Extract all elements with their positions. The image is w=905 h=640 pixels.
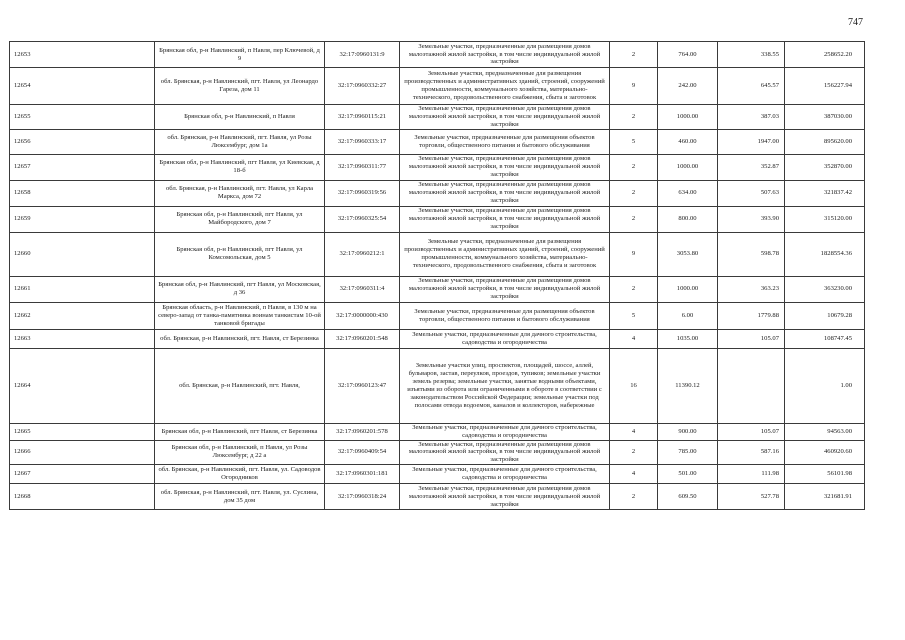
table-row	[10, 302, 865, 329]
address-cell: обл. Брянская, р-н Навлинский, пгт. Навля,	[155, 348, 325, 423]
cadastral-number-cell: 32:17:0960325:54	[325, 206, 400, 232]
land-use-cell: Земельные участки улиц, проспектов, площадей, шоссе, аллей, бульваров, застав, переулков, проездов, тупиков; земельные участки земель резерва; земельные участки, занятые водными объектами, изъятыми из оборота или ограниченными в обороте в соответствии с законодательством Российской Федерации; земельные участки под полосами отвода водоемов, каналов и коллекторов, набережные	[400, 348, 610, 423]
group-cell: 2	[610, 276, 658, 302]
group-cell: 2	[610, 440, 658, 465]
unit-value-cell: 338.55	[718, 42, 785, 68]
unit-value-cell: 111.98	[718, 465, 785, 484]
area-cell: 1035.00	[658, 329, 718, 348]
unit-value-cell: 1947.00	[718, 129, 785, 154]
table-row	[10, 180, 865, 206]
group-cell: 2	[610, 484, 658, 510]
row-number: 12653	[10, 42, 155, 68]
table-row	[10, 129, 865, 154]
address-cell: обл. Брянская, р-н Навлинский, пгт. Навля, ул Леонардо Гареза, дом 11	[155, 68, 325, 105]
area-cell: 1000.00	[658, 154, 718, 180]
group-cell: 2	[610, 154, 658, 180]
cadastral-value-cell: 56101.98	[785, 465, 865, 484]
unit-value-cell: 587.16	[718, 440, 785, 465]
cadastral-value-cell: 895620.00	[785, 129, 865, 154]
table-row	[10, 423, 865, 440]
cadastral-number-cell: 32:17:0000000:430	[325, 302, 400, 329]
land-use-cell: Земельные участки, предназначенные для дачного строительства, садоводства и огородничества	[400, 465, 610, 484]
row-number: 12663	[10, 329, 155, 348]
cadastral-value-cell: 352870.00	[785, 154, 865, 180]
cadastral-number-cell: 32:17:0960201:548	[325, 329, 400, 348]
group-cell: 2	[610, 180, 658, 206]
row-number: 12662	[10, 302, 155, 329]
table-row	[10, 68, 865, 105]
area-cell: 900.00	[658, 423, 718, 440]
land-use-cell: Земельные участки, предназначенные для размещения домов малоэтажной жилой застройки, в том числе индивидуальной жилой застройки	[400, 105, 610, 130]
land-use-cell: Земельные участки, предназначенные для размещения производственных и административных зданий, строений, сооружений промышленности, коммунального хозяйства, материально-технического, продовольственного снабжения, сбыта и заготовок	[400, 68, 610, 105]
table-row	[10, 276, 865, 302]
table-row	[10, 348, 865, 423]
address-cell: Брянская обл, р-н Навлинский, пгт Навля, ул Московская, д 36	[155, 276, 325, 302]
cadastral-value-cell: 321837.42	[785, 180, 865, 206]
group-cell: 5	[610, 129, 658, 154]
group-cell: 2	[610, 206, 658, 232]
address-cell: Брянская обл, р-н Навлинский, п Навля, ул Розы Люксембург, д 22 а	[155, 440, 325, 465]
unit-value-cell: 598.78	[718, 232, 785, 276]
row-number: 12656	[10, 129, 155, 154]
cadastral-number-cell: 32:17:0960409:54	[325, 440, 400, 465]
group-cell: 2	[610, 105, 658, 130]
row-number: 12654	[10, 68, 155, 105]
area-cell: 609.50	[658, 484, 718, 510]
address-cell: обл. Брянская, р-н Навлинский, пгт. Навля, ст Березинка	[155, 329, 325, 348]
row-number: 12665	[10, 423, 155, 440]
land-use-cell: Земельные участки, предназначенные для размещения объектов торговли, общественного питания и бытового обслуживания	[400, 129, 610, 154]
address-cell: обл. Брянская, р-н Навлинский, пгт. Навля, ул Карла Маркса, дом 72	[155, 180, 325, 206]
row-number: 12666	[10, 440, 155, 465]
row-number: 12661	[10, 276, 155, 302]
unit-value-cell: 363.23	[718, 276, 785, 302]
area-cell: 242.00	[658, 68, 718, 105]
unit-value-cell: 352.87	[718, 154, 785, 180]
land-use-cell: Земельные участки, предназначенные для размещения домов малоэтажной жилой застройки, в том числе индивидуальной жилой застройки	[400, 42, 610, 68]
area-cell: 764.00	[658, 42, 718, 68]
row-number: 12658	[10, 180, 155, 206]
cadastral-value-cell: 108747.45	[785, 329, 865, 348]
table-row	[10, 154, 865, 180]
cadastral-number-cell: 32:17:0960212:1	[325, 232, 400, 276]
unit-value-cell: 1779.88	[718, 302, 785, 329]
cadastral-number-cell: 32:17:0960318:24	[325, 484, 400, 510]
unit-value-cell: 393.90	[718, 206, 785, 232]
cadastral-number-cell: 32:17:0960311:77	[325, 154, 400, 180]
unit-value-cell: 507.63	[718, 180, 785, 206]
address-cell: Брянская обл, р-н Навлинский, пгт Навля, ст Березинка	[155, 423, 325, 440]
cadastral-value-cell: 1.00	[785, 348, 865, 423]
land-use-cell: Земельные участки, предназначенные для размещения домов малоэтажной жилой застройки, в том числе индивидуальной жилой застройки	[400, 440, 610, 465]
cadastral-value-cell: 94563.00	[785, 423, 865, 440]
table-row	[10, 105, 865, 130]
cadastral-value-cell: 315120.00	[785, 206, 865, 232]
cadastral-number-cell: 32:17:0960123:47	[325, 348, 400, 423]
area-cell: 800.00	[658, 206, 718, 232]
group-cell: 4	[610, 465, 658, 484]
address-cell: Брянская обл, р-н Навлинский, пгт Навля, ул Комсомольская, дом 5	[155, 232, 325, 276]
group-cell: 4	[610, 423, 658, 440]
row-number: 12668	[10, 484, 155, 510]
group-cell: 9	[610, 68, 658, 105]
table-row	[10, 329, 865, 348]
area-cell: 11390.12	[658, 348, 718, 423]
table-row	[10, 465, 865, 484]
page-number: 747	[848, 17, 863, 28]
table-row	[10, 440, 865, 465]
group-cell: 2	[610, 42, 658, 68]
land-use-cell: Земельные участки, предназначенные для размещения домов малоэтажной жилой застройки, в том числе индивидуальной жилой застройки	[400, 484, 610, 510]
row-number: 12657	[10, 154, 155, 180]
unit-value-cell: 105.07	[718, 329, 785, 348]
unit-value-cell: 527.78	[718, 484, 785, 510]
address-cell: обл. Брянская, р-н Навлинский, пгт. Навля, ул. Садоводов Огородников	[155, 465, 325, 484]
area-cell: 501.00	[658, 465, 718, 484]
area-cell: 6.00	[658, 302, 718, 329]
unit-value-cell	[718, 348, 785, 423]
land-use-cell: Земельные участки, предназначенные для размещения домов малоэтажной жилой застройки, в том числе индивидуальной жилой застройки	[400, 180, 610, 206]
row-number: 12667	[10, 465, 155, 484]
address-cell: Брянская обл, р-н Навлинский, пгт Навля, ул Киевская, д 18-б	[155, 154, 325, 180]
table-row	[10, 206, 865, 232]
land-use-cell: Земельные участки, предназначенные для дачного строительства, садоводства и огородничества	[400, 329, 610, 348]
cadastral-value-cell: 321681.91	[785, 484, 865, 510]
land-use-cell: Земельные участки, предназначенные для дачного строительства, садоводства и огородничества	[400, 423, 610, 440]
cadastral-value-cell: 10679.28	[785, 302, 865, 329]
table-row	[10, 232, 865, 276]
unit-value-cell: 387.03	[718, 105, 785, 130]
land-use-cell: Земельные участки, предназначенные для размещения домов малоэтажной жилой застройки, в том числе индивидуальной жилой застройки	[400, 154, 610, 180]
cadastral-value-cell: 1828554.36	[785, 232, 865, 276]
address-cell: Брянская обл, р-н Навлинский, п Навля	[155, 105, 325, 130]
area-cell: 785.00	[658, 440, 718, 465]
table-row	[10, 42, 865, 68]
address-cell: обл. Брянская, р-н Навлинский, пгт. Навля, ул Розы Люксембург, дом 1а	[155, 129, 325, 154]
cadastral-value-cell: 363230.00	[785, 276, 865, 302]
table-row	[10, 484, 865, 510]
cadastral-number-cell: 32:17:0960319:56	[325, 180, 400, 206]
cadastral-number-cell: 32:17:0960115:21	[325, 105, 400, 130]
group-cell: 4	[610, 329, 658, 348]
cadastral-value-cell: 156227.94	[785, 68, 865, 105]
land-use-cell: Земельные участки, предназначенные для размещения объектов торговли, общественного питания и бытового обслуживания	[400, 302, 610, 329]
row-number: 12660	[10, 232, 155, 276]
land-parcel-table	[9, 41, 865, 510]
land-use-cell: Земельные участки, предназначенные для размещения домов малоэтажной жилой застройки, в том числе индивидуальной жилой застройки	[400, 206, 610, 232]
cadastral-number-cell: 32:17:0960332:27	[325, 68, 400, 105]
cadastral-number-cell: 32:17:0960131:9	[325, 42, 400, 68]
cadastral-value-cell: 258652.20	[785, 42, 865, 68]
area-cell: 1000.00	[658, 105, 718, 130]
cadastral-number-cell: 32:17:0960201:578	[325, 423, 400, 440]
unit-value-cell: 645.57	[718, 68, 785, 105]
land-use-cell: Земельные участки, предназначенные для размещения производственных и административных зданий, строений, сооружений промышленности, коммунального хозяйства, материально-технического, продовольственного снабжения, сбыта и заготовок	[400, 232, 610, 276]
area-cell: 3053.80	[658, 232, 718, 276]
land-use-cell: Земельные участки, предназначенные для размещения домов малоэтажной жилой застройки, в том числе индивидуальной жилой застройки	[400, 276, 610, 302]
cadastral-number-cell: 32:17:0960301:181	[325, 465, 400, 484]
unit-value-cell: 105.07	[718, 423, 785, 440]
cadastral-value-cell: 387030.00	[785, 105, 865, 130]
area-cell: 1000.00	[658, 276, 718, 302]
cadastral-number-cell: 32:17:0960311:4	[325, 276, 400, 302]
group-cell: 5	[610, 302, 658, 329]
cadastral-number-cell: 32:17:0960333:17	[325, 129, 400, 154]
address-cell: Брянская область, р-н Навлинский, п Навля, в 130 м на северо-запад от танка-памятника воинам танкистам 10-ой танковой бригады	[155, 302, 325, 329]
area-cell: 634.00	[658, 180, 718, 206]
row-number: 12655	[10, 105, 155, 130]
address-cell: Брянская обл, р-н Навлинский, п Навля, пер Ключевой, д 9	[155, 42, 325, 68]
group-cell: 16	[610, 348, 658, 423]
address-cell: обл. Брянская, р-н Навлинский, пгт. Навля, ул. Суслина, дом 35 дом	[155, 484, 325, 510]
row-number: 12664	[10, 348, 155, 423]
group-cell: 9	[610, 232, 658, 276]
cadastral-value-cell: 460920.60	[785, 440, 865, 465]
area-cell: 460.00	[658, 129, 718, 154]
row-number: 12659	[10, 206, 155, 232]
address-cell: Брянская обл, р-н Навлинский, пгт Навля, ул Майбородского, дом 7	[155, 206, 325, 232]
